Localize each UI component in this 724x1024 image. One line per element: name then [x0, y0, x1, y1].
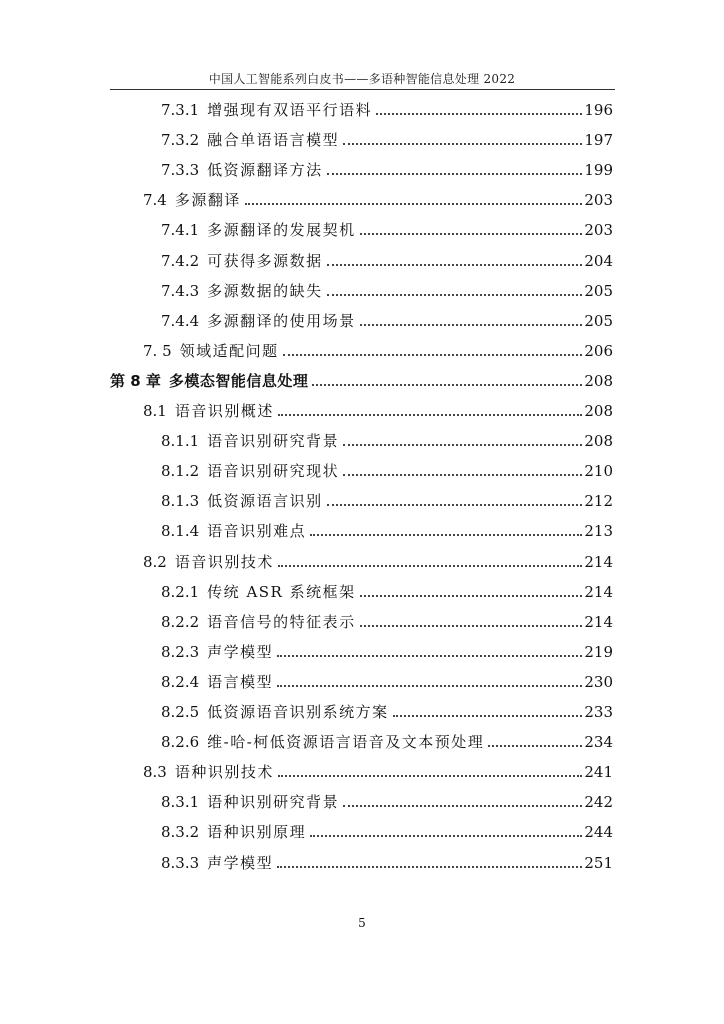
toc-entry-page: 251	[584, 853, 613, 872]
toc-entry-number: 7.4.1	[161, 221, 200, 240]
dot-leader	[278, 565, 582, 567]
toc-entry[interactable]	[161, 851, 613, 875]
toc-entry-page: 219	[584, 642, 613, 661]
dot-leader	[343, 805, 582, 807]
toc-entry-title: 低资源语音识别系统方案	[207, 703, 389, 721]
toc-entry-number: 7.3.1	[161, 101, 200, 119]
dot-leader	[393, 715, 583, 717]
toc-entry-number: 7.4.3	[161, 281, 200, 300]
toc-entry-page: 214	[584, 552, 613, 571]
toc-entry-page: 206	[584, 341, 613, 360]
toc-entry-title: 可获得多源数据	[207, 251, 323, 270]
toc-entry[interactable]	[143, 188, 613, 212]
toc-entry-number: 8.3	[143, 763, 167, 782]
dot-leader	[343, 444, 582, 446]
toc-entry-page: 196	[584, 101, 613, 119]
toc-entry-title: 多源翻译	[174, 191, 241, 210]
toc-entry[interactable]	[161, 790, 613, 814]
toc-entry-page: 203	[584, 221, 613, 240]
dot-leader	[343, 474, 582, 476]
toc-entry[interactable]	[161, 459, 613, 483]
toc-entry-title: 领域适配问题	[179, 341, 279, 360]
toc-entry[interactable]	[161, 519, 613, 543]
toc-entry[interactable]	[161, 98, 613, 122]
dot-leader	[283, 354, 583, 356]
toc-entry-title: 语音识别难点	[207, 522, 307, 541]
toc-entry-title: 增强现有双语平行语料	[207, 101, 373, 119]
toc-entry-number: 8.2.5	[161, 703, 200, 721]
toc-entry-number: 8.1	[143, 402, 167, 420]
toc-entry-number: 8.1.2	[161, 462, 200, 481]
toc-entry[interactable]	[161, 730, 613, 754]
toc-entry-title: 多源翻译的发展契机	[207, 221, 356, 240]
dot-leader	[310, 835, 582, 837]
toc-entry[interactable]	[161, 249, 613, 273]
dot-leader	[312, 384, 582, 386]
toc-entry[interactable]	[143, 339, 613, 363]
dot-leader	[277, 655, 582, 657]
toc-entry-page: 244	[584, 823, 613, 842]
toc-entry[interactable]	[161, 610, 613, 634]
toc-entry[interactable]	[161, 429, 613, 453]
toc-entry-number: 7.3.3	[161, 161, 200, 180]
toc-entry-number: 8.1.4	[161, 522, 200, 541]
toc-entry[interactable]	[161, 670, 613, 694]
toc-entry-page: 210	[584, 462, 613, 481]
toc-entry-number: 7. 5	[143, 341, 172, 360]
toc-entry-title: 融合单语语言模型	[207, 131, 340, 150]
toc-entry-page: 212	[584, 492, 613, 511]
toc-entry-title: 语音识别研究背景	[207, 432, 340, 451]
dot-leader	[360, 625, 583, 627]
toc-entry-title: 低资源翻译方法	[207, 161, 323, 180]
toc-entry-title: 语言模型	[207, 672, 274, 691]
toc-entry-number: 8.2.6	[161, 733, 200, 752]
dot-leader	[376, 113, 582, 115]
toc-entry-page: 234	[584, 733, 613, 752]
toc-entry[interactable]	[143, 399, 613, 423]
toc-entry-number: 8.1.1	[161, 432, 200, 451]
toc-entry-page: 214	[584, 582, 613, 601]
toc-entry-page: 241	[584, 763, 613, 782]
toc-chapter-entry[interactable]	[110, 369, 613, 393]
dot-leader	[327, 264, 583, 266]
toc-entry[interactable]	[161, 820, 613, 844]
toc-entry-title: 维-哈-柯低资源语言语音及文本预处理	[207, 733, 485, 752]
toc-entry-number: 8.3.1	[161, 793, 200, 812]
toc-entry-number: 8.3.3	[161, 853, 200, 872]
toc-entry-number: 7.4.4	[161, 311, 200, 330]
dot-leader	[310, 534, 582, 536]
toc-entry-title: 多源翻译的使用场景	[207, 311, 356, 330]
toc-entry-title: 声学模型	[207, 642, 274, 661]
dot-leader	[360, 324, 583, 326]
dot-leader	[360, 233, 583, 235]
toc-entry[interactable]	[143, 550, 613, 574]
toc-entry-number: 8.2.4	[161, 672, 200, 691]
toc-entry-page: 208	[584, 432, 613, 451]
toc-entry-number: 7.4	[143, 191, 167, 210]
dot-leader	[488, 745, 582, 747]
dot-leader	[343, 143, 582, 145]
toc-entry[interactable]	[161, 279, 613, 303]
toc-entry[interactable]	[143, 760, 613, 784]
dot-leader	[278, 414, 582, 416]
toc-entry-title: 语音识别研究现状	[207, 462, 340, 481]
toc-entry-title: 声学模型	[207, 853, 274, 872]
header-rule	[110, 89, 615, 90]
toc-entry-number: 7.3.2	[161, 131, 200, 150]
running-header: 中国人工智能系列白皮书——多语种智能信息处理 2022	[208, 72, 516, 86]
toc-entry[interactable]	[161, 128, 613, 152]
toc-entry-number: 8.3.2	[161, 823, 200, 842]
page-number: 5	[358, 916, 366, 930]
toc-entry-title: 低资源语言识别	[207, 492, 323, 511]
toc-entry-page: 205	[584, 311, 613, 330]
dot-leader	[277, 866, 582, 868]
toc-entry-page: 205	[584, 281, 613, 300]
toc-entry-title: 语种识别原理	[207, 823, 307, 842]
toc-entry[interactable]	[161, 640, 613, 664]
toc-entry-page: 208	[584, 371, 613, 390]
toc-entry-title: 语音识别技术	[174, 552, 274, 571]
dot-leader	[277, 685, 582, 687]
toc-entry-page: 203	[584, 191, 613, 210]
toc-entry-title: 语音识别概述	[174, 402, 274, 420]
dot-leader	[327, 504, 583, 506]
dot-leader	[245, 203, 582, 205]
toc-entry[interactable]	[161, 489, 613, 513]
toc-entry[interactable]	[161, 158, 613, 182]
toc-entry-page: 213	[584, 522, 613, 541]
toc-entry-page: 204	[584, 251, 613, 270]
toc-entry-page: 197	[584, 131, 613, 150]
toc-entry-title: 多模态智能信息处理	[168, 371, 309, 390]
dot-leader	[327, 294, 583, 296]
toc-entry-number: 8.2.2	[161, 612, 200, 631]
dot-leader	[327, 173, 583, 175]
toc-entry-number: 8.2.3	[161, 642, 200, 661]
dot-leader	[360, 595, 583, 597]
toc-entry[interactable]	[161, 700, 613, 724]
toc-entry-number: 8.1.3	[161, 492, 200, 511]
dot-leader	[278, 775, 582, 777]
toc-entry-number: 7.4.2	[161, 251, 200, 270]
toc-entry-title: 语音信号的特征表示	[207, 612, 356, 631]
toc-entry[interactable]	[161, 218, 613, 242]
toc-entry-page: 233	[584, 703, 613, 721]
toc-entry-page: 242	[584, 793, 613, 812]
toc-entry-title: 语种识别技术	[174, 763, 274, 782]
toc-entry-number: 8.2	[143, 552, 167, 571]
toc-entry[interactable]	[161, 309, 613, 333]
toc-entry-title: 传统 ASR 系统框架	[207, 582, 356, 601]
toc-entry-page: 199	[584, 161, 613, 180]
toc-entry-number: 第 8 章	[110, 371, 161, 390]
toc-entry-page: 230	[584, 672, 613, 691]
toc-entry-page: 214	[584, 612, 613, 631]
toc-entry-number: 8.2.1	[161, 582, 200, 601]
toc-entry[interactable]	[161, 580, 613, 604]
toc-entry-title: 多源数据的缺失	[207, 281, 323, 300]
toc-entry-title: 语种识别研究背景	[207, 793, 340, 812]
toc-entry-page: 208	[584, 402, 613, 420]
